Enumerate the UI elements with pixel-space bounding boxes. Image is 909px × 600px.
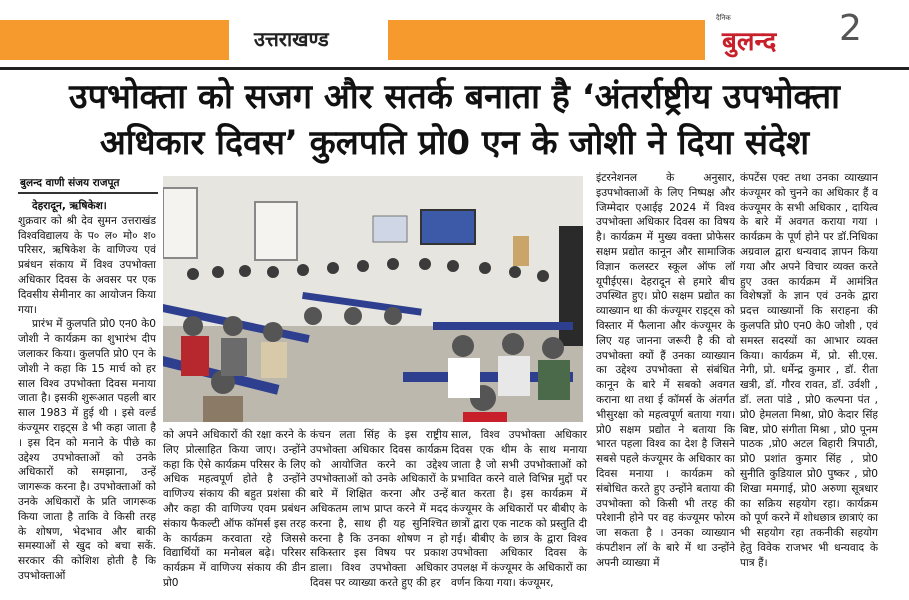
logo-prefix: दैनिक bbox=[716, 14, 731, 22]
article-column-1 bbox=[18, 199, 156, 600]
seminar-hall-illustration bbox=[163, 176, 583, 422]
newspaper-logo bbox=[716, 14, 800, 64]
dateline: देहरादून, ऋषिकेश। bbox=[32, 200, 107, 212]
headline-line-1: उपभोक्ता को सजग और सतर्क बनाता है ‘अंतर्राष्ट्रीय उपभोक्ता bbox=[69, 77, 840, 117]
byline: बुलन्द वाणी संजय राजपूत bbox=[20, 177, 120, 189]
event-photo bbox=[163, 176, 583, 422]
headline bbox=[0, 74, 909, 166]
article-column-5: इंटरनेशनल के अनुसार, इउपभोक्ताओं के लिए निष्पक्ष और जिम्मेदार एआईइ 2024 में विश्व उपभोक्ता अधिकार दिवस का विषय है। कार्यक्रम में मुख्य वक्ता प्रोफेसर सक्षम प्रद्योत कानून और सामाजिक विज्ञान कलस्टर स्कूल ऑफ लॉ यूपीईएस। देहरादून से हमारे बीच उपस्थित हुए। प्रो0 सक्षम प्रद्योत का व्याख्यान था की कंज्यूमर राइट्स को विस्तार में फैलाना और कंज्यूमर के लिए यह जानना जरूरी है की वो उपभोक्ता क्यों हैं उनका व्याख्यान का उद्देश्य उपभोक्ता से संबंधित कानून के बारे में सबको अवगत कराना था तथा ई कॉमर्स के अंतर्गत भीसुरक्षा को महत्वपूर्ण बताया गया। प्रो0 सक्षम प्रद्योत ने बताया कि भारत पहला विश्व का देश है जिसने सबसे पहले कंज्यूमर के अधिकार का दिवस मनाया । कार्यक्रम को संबोधित करते हुए उन्होंने बताया की उपभोक्ता को किसी भी तरह की परेशानी होने पर वह कंज्यूमर फोरम जा सकता है । उनका व्याख्यान कंपटीशन लॉ के बारे में था उन्होंने अपनी व्याख्या में bbox=[596, 172, 735, 569]
article-column-3: कंचन लता सिंह के इस राष्ट्रीय उपभोक्ता अधिकार दिवस कार्यक्रम को आयोजित करने का उद्देश्य उपभोक्ताओं को उनके अधिकारों के बारे में शिक्षित करना और उन्हें अधिकतम लाभ प्राप्त करने में मदद करना है, साथ ही यह सुनिश्चित करना है कि उनका शोषण न हो सकिस्तार इस विषय पर प्रकाश डाला। विश्व उपभोक्ता अधिकार दिवस पर व्याख्या करते हुए की हर bbox=[310, 429, 448, 589]
byline-rule bbox=[18, 192, 158, 194]
header-color-bar-right bbox=[388, 20, 705, 60]
header-band bbox=[0, 0, 909, 78]
article-paragraph-2: प्रारंभ में कुलपति प्रो0 एन0 के0 जोशी ने कार्यक्रम का शुभारंभ दीप जलाकर किया। कुलपति प्रो0 एन के जोशी ने कहा कि 15 मार्च को हर साल विश्व उपभोक्ता दिवस मनाया जाता है। इसकी शुरूआत पहली बार साल 1983 में हुई थी । इसे वर्ल्ड कंज्यूमर राइट्स डे भी कहा जाता है । इस दिन को मनाने के पीछे का उद्देश्य उपभोक्ताओं को उनके अधिकारों को समझाना, उन्हें जागरूक करना है। उपभोक्ताओं को उनके अधिकारों के प्रति जागरूक किया जाता है ताकि वे किसी तरह के शोषण, भेदभाव और बाकी समस्याओं से खुद को बचा सकें. सरकार की कोशिश होती है कि उपभोक्ताओं bbox=[18, 318, 156, 582]
headline-line-2: अधिकार दिवस’ कुलपति प्रो0 एन के जोशी ने दिया संदेश bbox=[99, 123, 810, 163]
article-column-2: को अपने अधिकारों की रक्षा करने के लिए प्रोत्साहित किया जाए। उन्होंने कहा कि ऐसे कार्यक्रम परिसर के लिए अधिक महत्वपूर्ण होते है उन्होंने वाणिज्य संकाय की बहुत प्रशंसा की और कहा की वाणिज्य एवम प्रबंधन संकाय फैकल्टी ऑफ कॉमर्स इस तरह के कार्यक्रम करवाता रहे जिससे विद्यार्थियों का मनोबल बढ़े। परिसर कार्यक्रम में वाणिज्य संकाय की डीन प्रो0 bbox=[163, 429, 306, 589]
article-column-6: कंपटेंस एक्ट तथा उनका व्याख्यान कंज्यूमर को चुनने का अधिकार हैं व कंज्यूमर के सभी अधिकार , दायित्व के बारे में अवगत कराया गया । कार्यक्रम के पूर्ण होने पर डॉ.निधिका अग्रवाल द्वारा धन्यवाद ज्ञापन किया गया और अपने विचार व्यक्त करते हुए उक्त कार्यक्रम में आमंत्रित विशेषज्ञों के ज्ञान एवं उनके द्वारा प्रदत्त व्याख्यानों कि सराहना की कुलपति प्रो0 एन0 के0 जोशी , एवं समस्त सदस्यों का आभार व्यक्त किया। कार्यक्रम में, प्रो. सी.एस. नेगी, प्रो. धर्मेन्द्र कुमार , डॉ. रीता खत्री, डॉ. गौरव रावत, डॉ. उर्वशी , डॉ. लता पांडे , प्रो0 कल्पना पंत , प्रो0 हेमलता मिश्रा, प्रो0 केदार सिंह बिष्ट, प्रो0 संगीता मिश्रा , प्रो0 पूनम पाठक ,प्रो0 अटल बिहारी त्रिपाठी, प्रो0 प्रशांत कुमार सिंह , प्रो0 सुनीति कुडियाल प्रो0 पुष्कर , प्रो0 शिखा ममगाई, प्रो0 अरुणा सूत्रधार का सक्रिय सहयोग रहा। कार्यक्रम को पूर्ण करने में शोधछात्र छात्राएं का भी सहयोग रहा तकनीकी सहयोग हेतु विवेक राजभर भी धन्यवाद के पात्र हैं। bbox=[740, 172, 878, 569]
article-column-4: साल, विश्व उपभोक्ता अधिकार दिवस एक थीम के साथ मनाया जाता है जो सभी उपभोक्ताओं को प्रभावित करने वाले विभिन्न मुद्दों पर बात करता है। इस कार्यक्रम में कंज्यूमर के अधिकारों पर बीबीए के छात्रों द्वारा एक नाटक को प्रस्तुति दी गई। बीबीए के छात्र के द्वारा विश्व उपभोक्ता अधिकार दिवस के उपलक्ष में कंज्यूमर के अधिकारों का वर्णन किया गया। कंज्यूमर, bbox=[451, 429, 587, 589]
article-paragraph-1: शुक्रवार को श्री देव सुमन उत्तराखंड विश्वविद्यालय के प० ल० मो० श० परिसर, ऋषिकेश के वाणिज्य एवं प्रबंधन संकाय में विश्व उपभोक्ता अधिकार दिवस के अवसर पर एक दिवसीय सेमीनार का आयोजन किया गया। bbox=[18, 214, 156, 316]
section-title: उत्तराखण्ड bbox=[254, 27, 329, 51]
header-rule bbox=[0, 67, 909, 70]
header-color-bar-left bbox=[0, 20, 229, 60]
page-number: 2 bbox=[839, 8, 862, 49]
logo-wordmark: बुलन्द bbox=[722, 27, 777, 57]
